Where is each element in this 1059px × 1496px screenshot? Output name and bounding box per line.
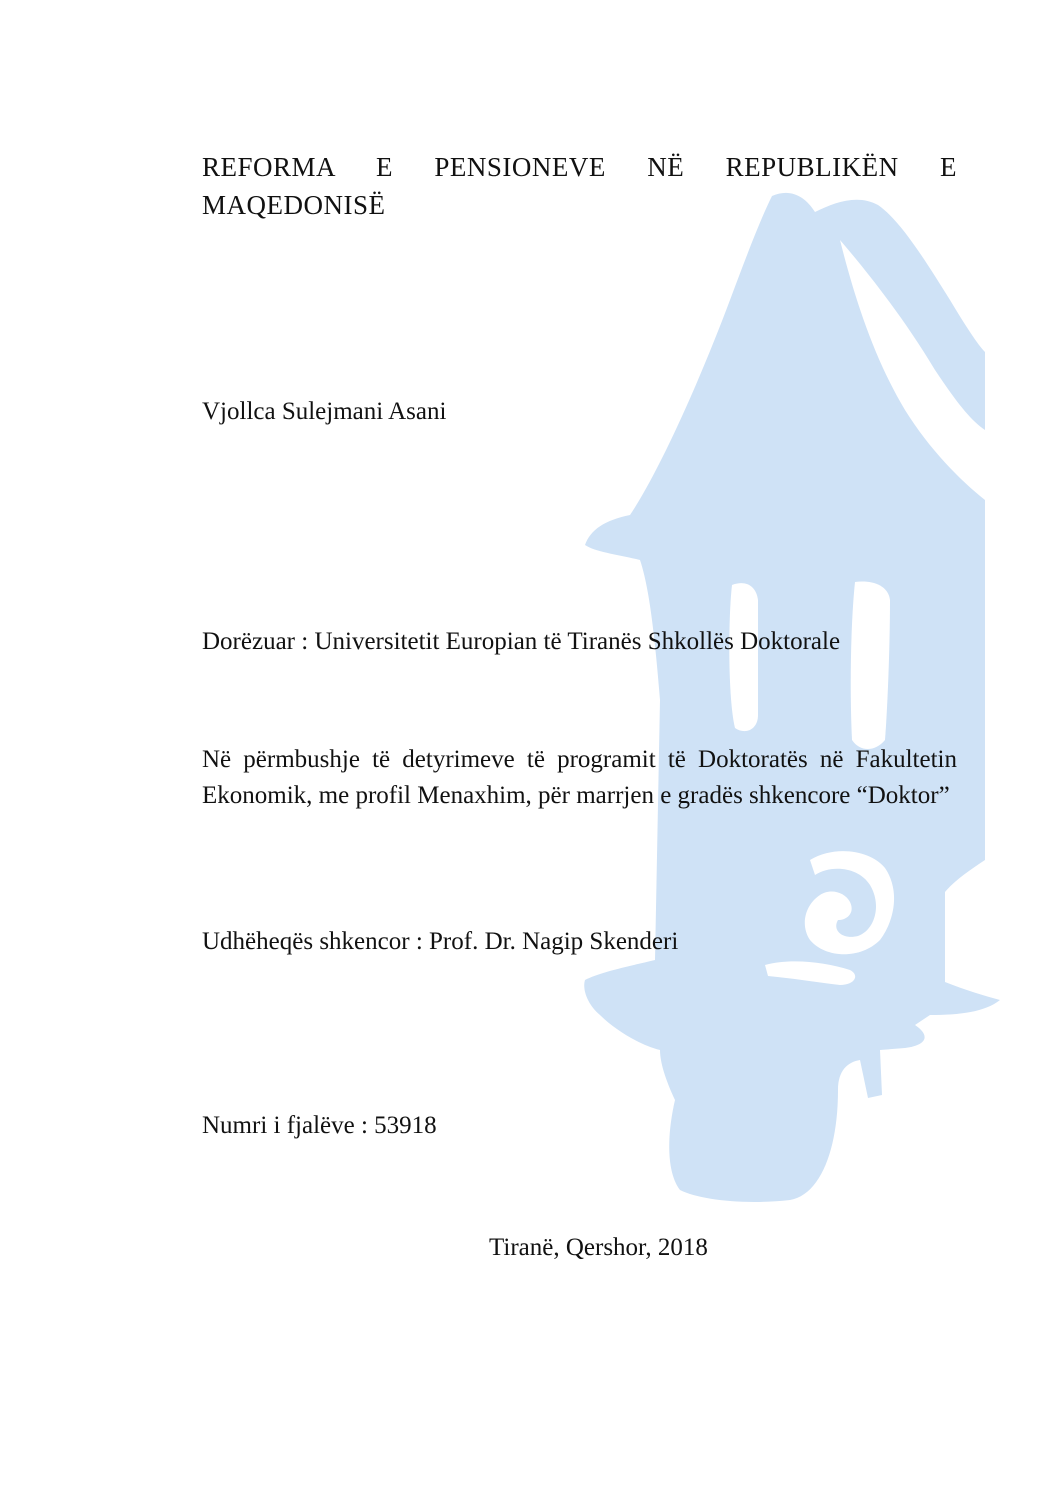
submitted-to: Dorëzuar : Universitetit Europian të Tiranës Shkollës Doktorale bbox=[202, 628, 841, 655]
author-name: Vjollca Sulejmani Asani bbox=[202, 398, 447, 425]
place-and-date: Tiranë, Qershor, 2018 bbox=[489, 1234, 708, 1261]
supervisor: Udhëheqës shkencor : Prof. Dr. Nagip Skenderi bbox=[202, 928, 679, 955]
fulfilment-statement: Në përmbushje të detyrimeve të programit të Doktoratës në Fakultetin Ekonomik, me profil Menaxhim, për marrjen e gradës shkencore “Doktor” bbox=[202, 746, 957, 809]
thesis-title: REFORMA E PENSIONEVE NË REPUBLIKËN E MAQEDONISË bbox=[202, 152, 957, 220]
word-count: Numri i fjalëve : 53918 bbox=[202, 1112, 437, 1139]
